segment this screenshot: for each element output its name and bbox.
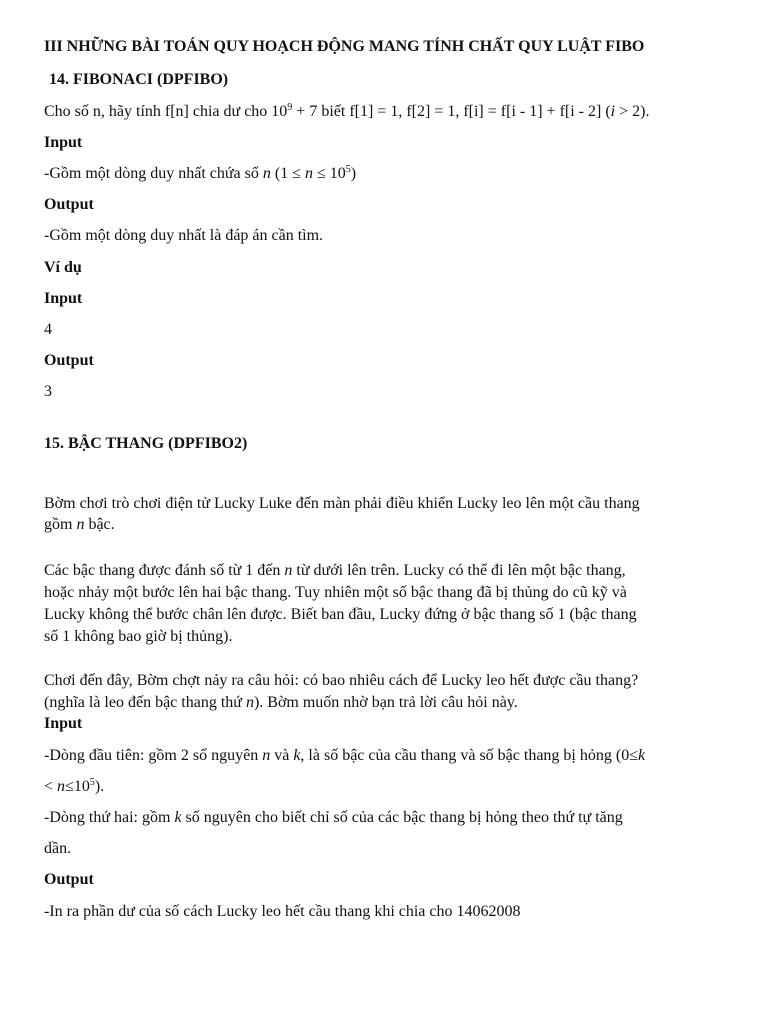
section-title: III NHỮNG BÀI TOÁN QUY HOẠCH ĐỘNG MANG TÍNH CHẤT QUY LUẬT FIBO xyxy=(44,38,645,55)
problem-15-para1-line1: Bờm chơi trò chơi điện tử Lucky Luke đến màn phải điều khiển Lucky leo lên một cầu thang xyxy=(44,495,640,512)
problem-15-output-heading: Output xyxy=(44,871,94,888)
problem-15-para3-line1: Chơi đến đây, Bờm chợt nảy ra câu hỏi: có bao nhiêu cách để Lucky leo hết được cầu thang? xyxy=(44,672,639,689)
problem-15-input-line2: < $n\le 10^5$). xyxy=(44,777,105,795)
problem-15-input-line1: -Dòng đầu tiên: gồm 2 số nguyên n và k, là số bậc của cầu thang và số bậc thang bị hỏng (0≤k xyxy=(44,747,646,764)
problem-15-output-desc: -In ra phần dư của số cách Lucky leo hết cầu thang khi chia cho 14062008 xyxy=(44,903,521,920)
problem-15-para2-line2: hoặc nhảy một bước lên hai bậc thang. Tuy nhiên một số bậc thang đã bị thủng do cũ kỹ và xyxy=(44,584,627,601)
problem-15-para2-line1: Các bậc thang được đánh số từ 1 đến n từ dưới lên trên. Lucky có thể đi lên một bậc thang, xyxy=(44,562,626,579)
problem-14-input-heading: Input xyxy=(44,134,83,151)
problem-14-title: 14. FIBONACI (DPFIBO) xyxy=(49,71,229,88)
problem-14-example-output-value: 3 xyxy=(44,383,52,400)
problem-15-para2-line4: số 1 không bao giờ bị thủng). xyxy=(44,628,233,645)
problem-14-example-input-value: 4 xyxy=(44,321,52,338)
problem-14-input-desc: -Gồm một dòng duy nhất chứa số n $(1 \le n \le 10^5)$ xyxy=(44,164,357,182)
problem-14-example-heading: Ví dụ xyxy=(44,259,82,276)
problem-15-input-line3: -Dòng thứ hai: gồm k số nguyên cho biết chỉ số của các bậc thang bị hỏng theo thứ tự tăng xyxy=(44,809,623,826)
problem-15-para2-line3: Lucky không thể bước chân lên được. Biết ban đầu, Lucky đứng ở bậc thang số 1 (bậc thang xyxy=(44,606,637,623)
problem-14-statement: Cho số n, hãy tính f[n] chia dư cho $10^9 + 7$ biết f[1] = 1, f[2] = 1, f[i] = f[i - 1] + f[i - 2] (i > 2). xyxy=(44,102,650,120)
problem-15-para3-line2: (nghĩa là leo đến bậc thang thứ n). Bờm muốn nhờ bạn trả lời câu hỏi này. xyxy=(44,694,518,711)
problem-14-example-output-heading: Output xyxy=(44,352,94,369)
problem-14-output-heading: Output xyxy=(44,196,94,213)
problem-15-input-line4: dần. xyxy=(44,840,72,857)
problem-15-title: 15. BẬC THANG (DPFIBO2) xyxy=(44,435,248,452)
problem-14-output-desc: -Gồm một dòng duy nhất là đáp án cần tìm. xyxy=(44,227,324,244)
problem-14-example-input-heading: Input xyxy=(44,290,83,307)
problem-15-para1-line2: gồm n bậc. xyxy=(44,516,115,533)
problem-15-input-heading: Input xyxy=(44,715,83,732)
